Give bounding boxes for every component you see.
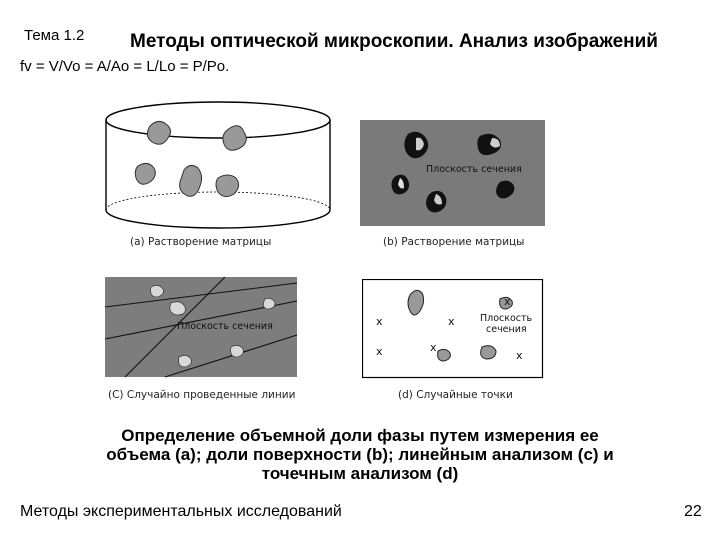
topic-label: Тема 1.2 [24, 27, 85, 44]
figure-d-plane-label-1: Плоскость [480, 313, 533, 324]
formula: fv = V/Vo = A/Ao = L/Lo = P/Po. [20, 58, 230, 75]
point-mark: x [516, 349, 523, 362]
slide-title: Методы оптической микроскопии. Анализ изображений [130, 31, 658, 52]
footer-course-name: Методы экспериментальных исследований [20, 503, 342, 520]
figure-d-plane-label-2: сечения [486, 324, 527, 335]
caption-line-2: объема (a); доли поверхности (b); линейным анализом (c) и [106, 445, 614, 464]
point-mark: x [448, 315, 455, 328]
figure-c-lines [105, 277, 300, 383]
page-number: 22 [684, 503, 702, 520]
point-mark: x [376, 315, 383, 328]
figure-b-section [360, 120, 550, 230]
point-mark: x [504, 295, 511, 308]
caption-line-3: точечным анализом (d) [261, 464, 459, 483]
figure-b-label: (b) Растворение матрицы [383, 236, 525, 248]
figure-c-label: (C) Случайно проведенные линии [108, 389, 296, 401]
figure-caption [40, 426, 680, 483]
figure-d-label: (d) Случайные точки [398, 389, 513, 401]
figure-a-cylinder [100, 98, 340, 258]
figure-b-plane-label: Плоскость сечения [426, 164, 522, 175]
caption-line-1: Определение объемной доли фазы путем измерения ее [121, 426, 599, 445]
figure-a-label: (a) Растворение матрицы [130, 236, 272, 248]
point-mark: x [376, 345, 383, 358]
point-mark: x [430, 341, 437, 354]
figure-d-points [362, 279, 546, 381]
figure-c-plane-label: Плоскость сечения [177, 321, 273, 332]
